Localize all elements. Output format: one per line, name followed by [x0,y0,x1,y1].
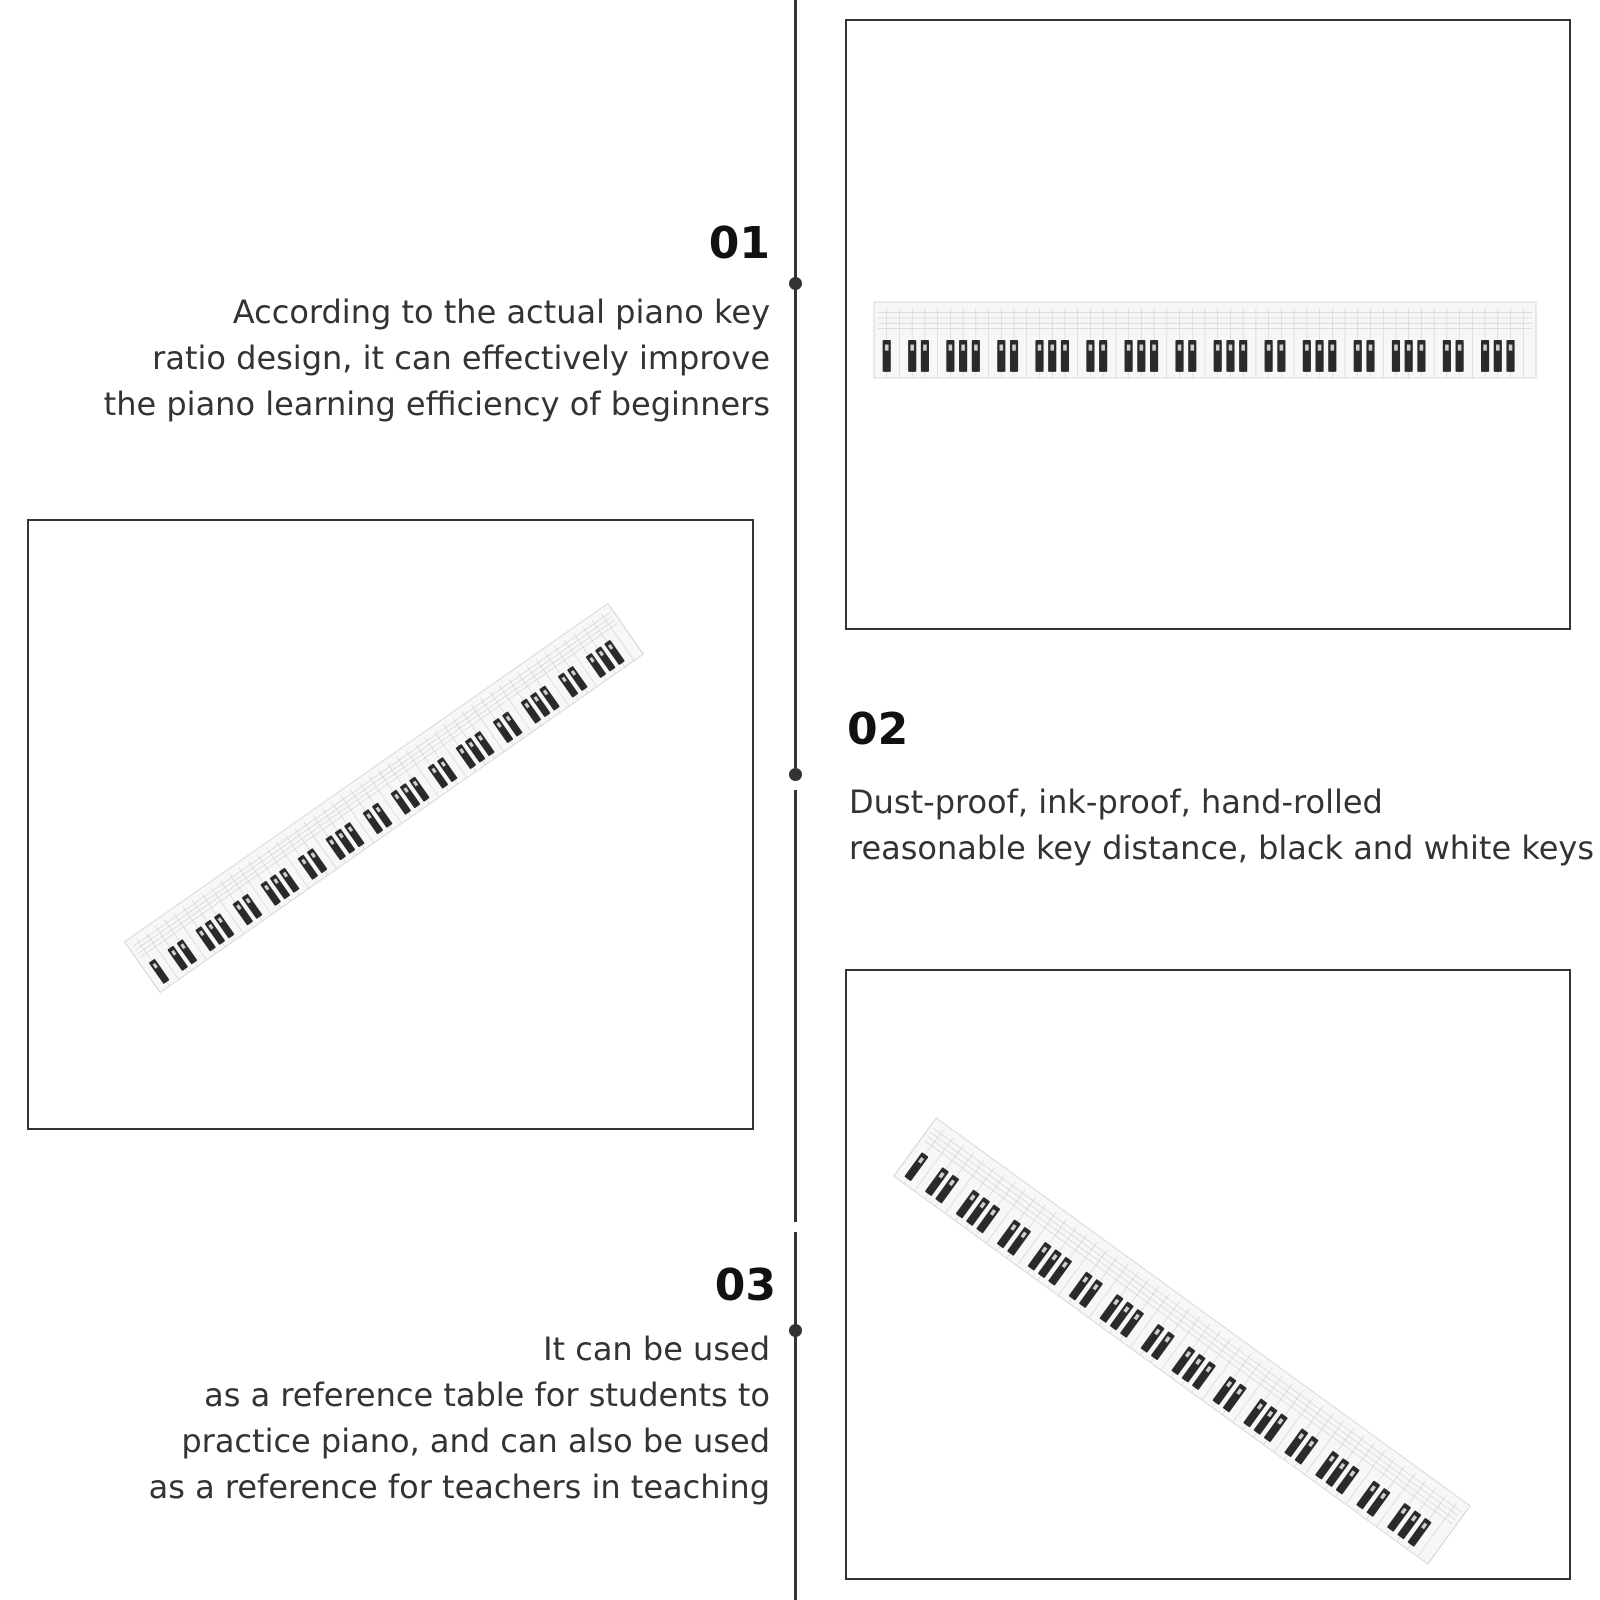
feature-text-line: as a reference for teachers in teaching [148,1468,770,1506]
feature-text-line: It can be used [543,1330,770,1368]
timeline-dot-02 [789,768,802,781]
feature-number-03: 03 [714,1260,776,1311]
feature-text-line: According to the actual piano key [232,293,770,331]
keyboard-sticker-image [847,21,1571,630]
feature-text-02 [849,779,1594,871]
feature-text-line: reasonable key distance, black and white keys [849,829,1594,867]
keyboard-strip [894,1118,1470,1564]
timeline-line [794,0,797,1600]
keyboard-strip [874,302,1536,378]
feature-text-01 [104,289,770,427]
keyboard-strip [125,603,644,992]
feature-text-line: the piano learning efficiency of beginners [103,385,770,423]
feature-text-03 [149,1326,770,1510]
photo-frame-angled-strip-down [845,969,1571,1580]
keyboard-sticker-image [847,971,1571,1580]
feature-text-line: as a reference table for students to [204,1376,770,1414]
photo-frame-angled-strip-up [27,519,754,1130]
timeline-dot-03 [789,1324,802,1337]
feature-number-01: 01 [708,218,770,269]
feature-number-02: 02 [847,704,909,755]
timeline-dot-01 [789,277,802,290]
timeline-gap [790,1222,802,1232]
keyboard-sticker-image [29,521,754,1130]
feature-text-line: practice piano, and can also be used [181,1422,770,1460]
feature-text-line: ratio design, it can effectively improve [152,339,770,377]
photo-frame-horizontal-strip [845,19,1571,630]
feature-text-line: Dust-proof, ink-proof, hand-rolled [849,783,1383,821]
